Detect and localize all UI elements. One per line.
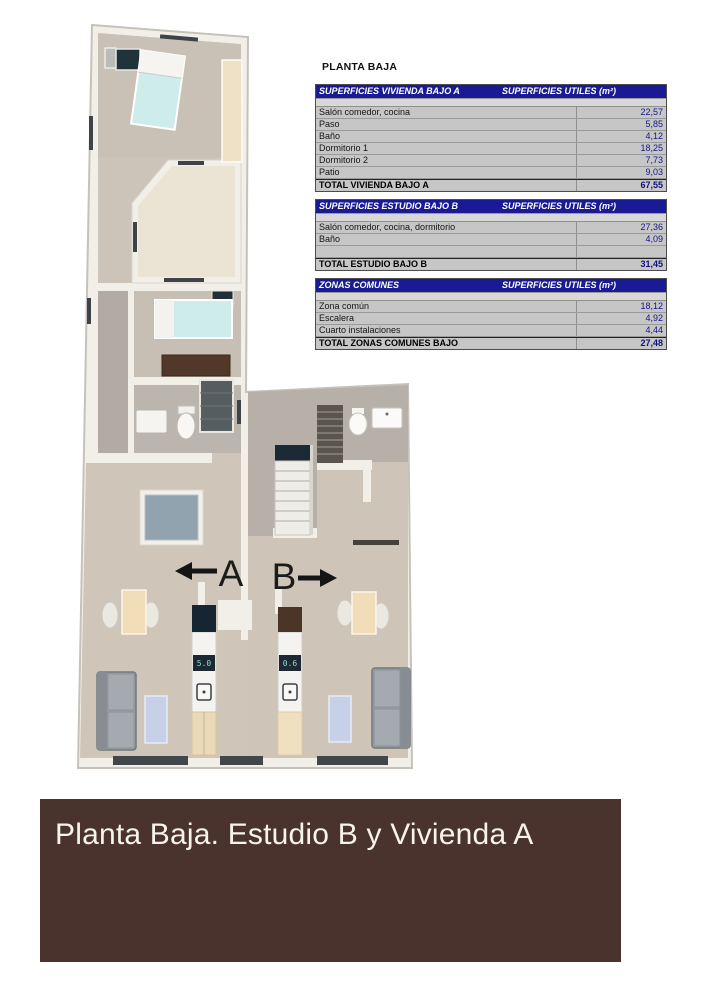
- window-mark: [89, 116, 93, 150]
- row-label: Baño: [319, 131, 341, 141]
- row-label: Escalera: [319, 313, 355, 323]
- chair: [102, 602, 118, 628]
- sofa-cushion: [374, 709, 400, 746]
- bed-1: [131, 50, 185, 129]
- door-mark: [133, 222, 137, 252]
- unit-b-label: B: [271, 556, 297, 597]
- floor-plan: [60, 10, 430, 780]
- row-value: 9,03: [576, 167, 666, 178]
- sofa-cushion: [374, 670, 400, 707]
- door-gap: [212, 453, 241, 465]
- dining-table: [352, 592, 376, 634]
- door-mark: [178, 161, 204, 165]
- table-units-header: SUPERFICIES UTILES (m²): [501, 201, 616, 211]
- bed-2-pillow: [155, 300, 174, 338]
- window-mark: [87, 298, 91, 324]
- rug: [329, 696, 351, 742]
- row-value: 7,73: [576, 155, 666, 166]
- page-title: PLANTA BAJA: [322, 61, 398, 73]
- total-label: TOTAL VIVIENDA BAJO A: [319, 180, 429, 190]
- sofa-back: [400, 668, 410, 748]
- row-label: Salón comedor, cocina: [319, 107, 411, 117]
- sofa-cushion: [108, 712, 134, 748]
- row-value: 22,57: [576, 107, 666, 118]
- table-title: SUPERFICIES ESTUDIO BAJO B: [319, 201, 459, 211]
- banner-title: Planta Baja. Estudio B y Vivienda A: [55, 818, 534, 851]
- sink-dot: [203, 691, 206, 694]
- cooktop-display: 5.0: [196, 659, 212, 668]
- row-value: 4,12: [576, 131, 666, 142]
- table-units-header: SUPERFICIES UTILES (m²): [501, 86, 616, 96]
- chair: [337, 600, 353, 626]
- toilet: [177, 413, 195, 439]
- wood-cabinet: [278, 712, 302, 755]
- row-value: 4,44: [576, 325, 666, 336]
- row-label: Zona común: [319, 301, 370, 311]
- row-label: Salón comedor, cocina, dormitorio: [319, 222, 456, 232]
- dormitorio-2-furniture: [155, 291, 233, 376]
- window: [113, 756, 188, 765]
- staircase: [275, 445, 313, 535]
- sink: [136, 410, 167, 433]
- total-label: TOTAL ESTUDIO BAJO B: [319, 259, 428, 269]
- wardrobe-brown: [162, 355, 230, 376]
- wardrobe-dark: [116, 49, 140, 70]
- door-mark: [164, 278, 204, 282]
- shelf: [105, 48, 116, 68]
- radiator: [353, 540, 399, 545]
- window: [317, 756, 388, 765]
- floor-corridor: [98, 291, 128, 453]
- sofa-back: [97, 672, 107, 750]
- installation-room: [140, 490, 203, 545]
- dining-table: [122, 590, 146, 634]
- bottom-windows: [113, 756, 388, 765]
- row-label: Baño: [319, 234, 341, 244]
- row-value: 4,92: [576, 313, 666, 324]
- door-mark: [237, 400, 241, 424]
- toilet: [349, 413, 367, 435]
- wall: [218, 600, 252, 630]
- row-value: 5,85: [576, 119, 666, 130]
- row-value: 18,25: [576, 143, 666, 154]
- cooktop-display: 0.6: [282, 659, 298, 668]
- kitchen-island-a: [192, 605, 216, 755]
- window: [220, 756, 263, 765]
- counter-dark-top: [192, 605, 216, 632]
- sofa-cushion: [108, 674, 134, 710]
- row-value: 18,12: [576, 301, 666, 312]
- wall: [363, 470, 371, 502]
- total-value: 67,55: [576, 180, 666, 191]
- tall-cabinet: [222, 60, 242, 162]
- title-banner: [40, 799, 621, 962]
- stair-landing: [275, 445, 310, 461]
- installation-floor: [145, 495, 198, 540]
- total-value: 31,45: [576, 259, 666, 270]
- row-label: Dormitorio 1: [319, 143, 369, 153]
- grille-slats: [317, 412, 343, 454]
- counter-brown-top: [278, 607, 302, 632]
- row-label: Patio: [319, 167, 340, 177]
- table-title: SUPERFICIES VIVIENDA BAJO A: [319, 86, 460, 96]
- sink: [372, 408, 402, 428]
- sink-dot: [289, 691, 292, 694]
- stair-treads: [275, 461, 310, 535]
- rug: [145, 696, 167, 743]
- total-value: 27,48: [576, 338, 666, 349]
- kitchen-island-b: [278, 607, 302, 755]
- row-value: 27,36: [576, 222, 666, 233]
- row-value: [576, 246, 666, 257]
- row-value: 4,09: [576, 234, 666, 245]
- row-label: Cuarto instalaciones: [319, 325, 401, 335]
- table-units-header: SUPERFICIES UTILES (m²): [501, 280, 616, 290]
- row-label: Dormitorio 2: [319, 155, 369, 165]
- row-label: Paso: [319, 119, 340, 129]
- faucet-dot: [386, 413, 389, 416]
- table-title: ZONAS COMUNES: [319, 280, 400, 290]
- total-label: TOTAL ZONAS COMUNES BAJO: [319, 338, 459, 348]
- unit-a-label: A: [218, 553, 244, 594]
- stair-rail: [310, 445, 313, 535]
